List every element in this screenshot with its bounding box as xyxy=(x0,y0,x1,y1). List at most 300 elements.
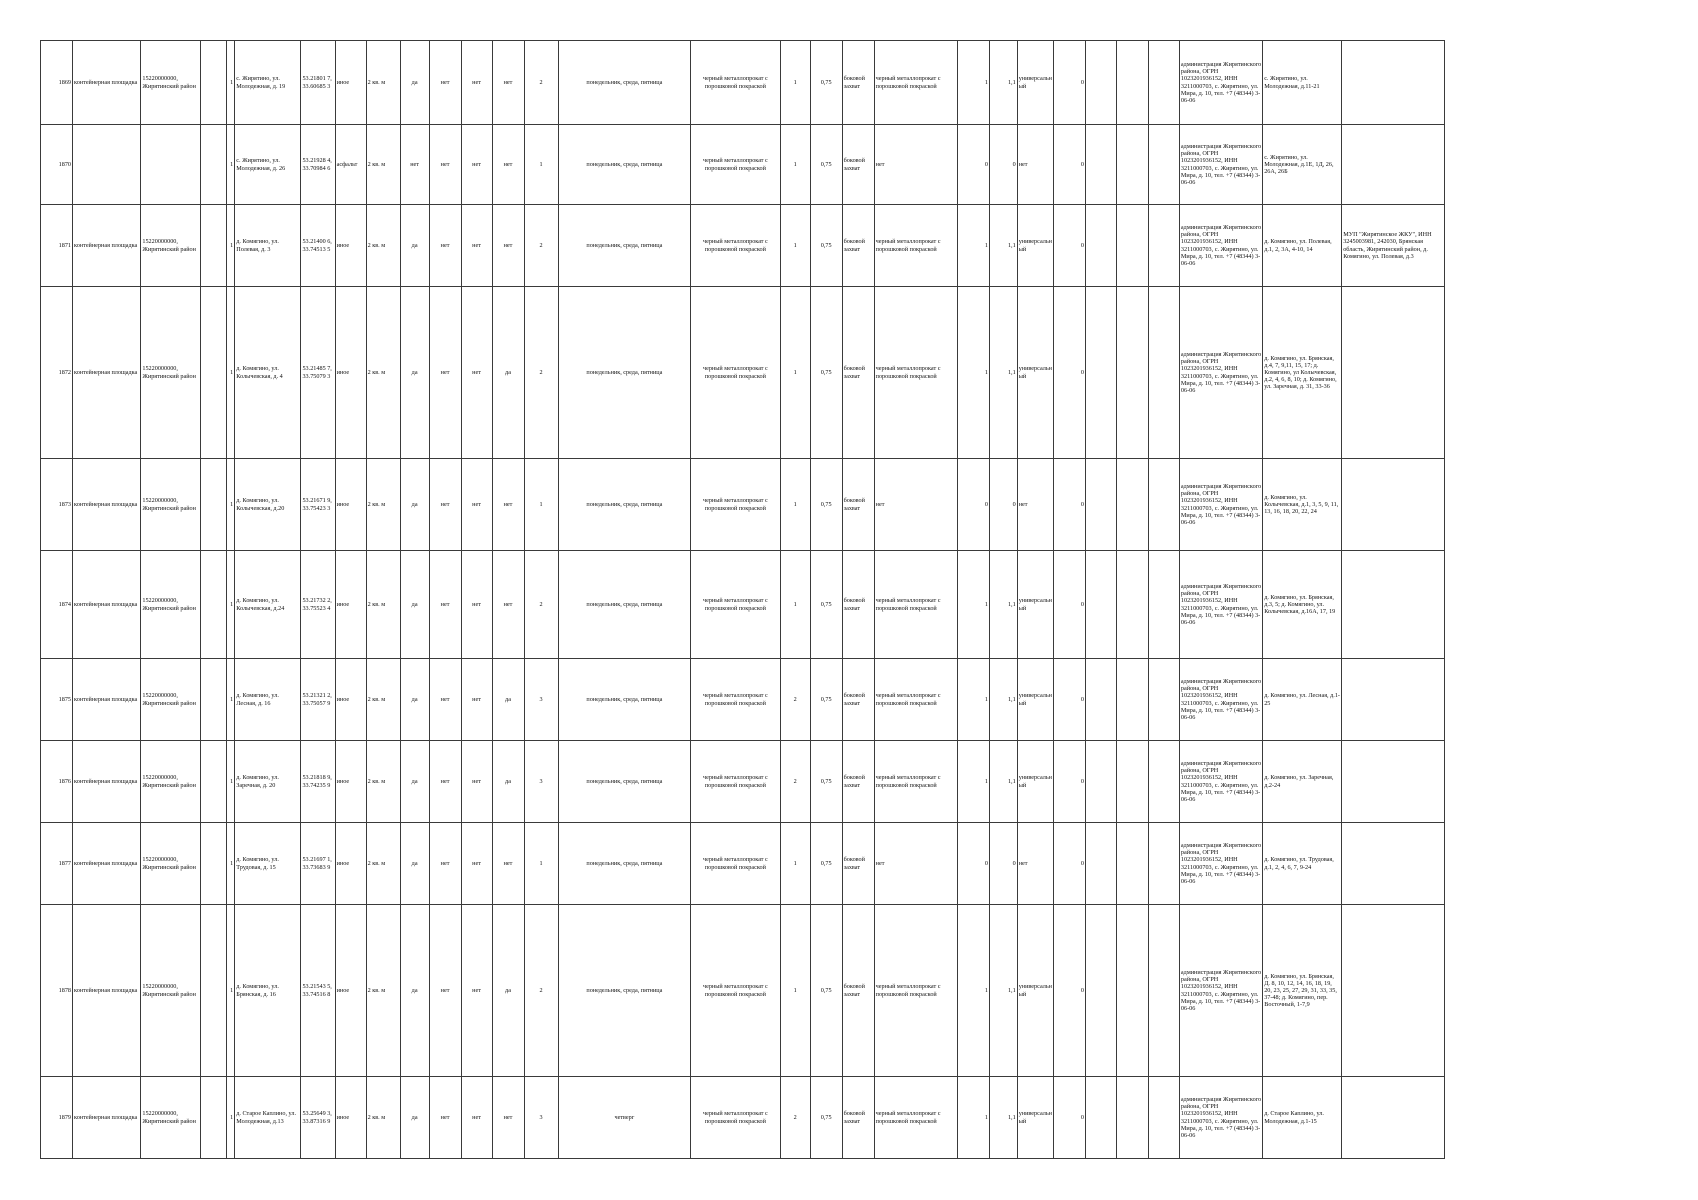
loading-type: боковой захват xyxy=(842,41,874,125)
loading-type: боковой захват xyxy=(842,659,874,741)
bunker-type: универсальный xyxy=(1017,659,1053,741)
container-quantity: 1 xyxy=(780,551,810,659)
count-cell: 1 xyxy=(226,905,235,1077)
row-number: 1870 xyxy=(41,125,73,205)
operator-info xyxy=(1342,1077,1445,1159)
address: с. Жирятино, ул. Молодежная, д. 19 xyxy=(235,41,301,125)
operator-info xyxy=(1342,659,1445,741)
blank-col-b xyxy=(1086,287,1117,459)
oktmo-district: 15220000000, Жирятинский район xyxy=(141,287,201,459)
row-number: 1873 xyxy=(41,459,73,551)
fence: да xyxy=(400,1077,429,1159)
surface-type: асфальт xyxy=(335,125,366,205)
blank-col-b xyxy=(1086,823,1117,905)
bunker-type: универсальный xyxy=(1017,205,1053,287)
bunker-type: универсальный xyxy=(1017,905,1053,1077)
blank-col-a xyxy=(201,125,227,205)
count-cell: 1 xyxy=(226,823,235,905)
count-cell: 1 xyxy=(226,287,235,459)
surface-type: иное xyxy=(335,287,366,459)
owner-info: администрация Жирятинского района, ОГРН 1023201936152, ИНН 3211000703, с. Жирятино, ул. Мира, д. 10, тел. +7 (48344) 3-06-06 xyxy=(1179,287,1262,459)
loading-type: боковой захват xyxy=(842,1077,874,1159)
lighting: нет xyxy=(461,459,492,551)
surface-type: иное xyxy=(335,1077,366,1159)
object-type: контейнерная площадка xyxy=(73,1077,141,1159)
table-row xyxy=(41,205,1445,287)
extra-count: 0 xyxy=(1053,459,1085,551)
area: 2 кв. м xyxy=(366,125,400,205)
coordinates: 53.25649 3, 33.87316 9 xyxy=(301,1077,335,1159)
area: 2 кв. м xyxy=(366,459,400,551)
table-row xyxy=(41,741,1445,823)
loading-type: боковой захват xyxy=(842,823,874,905)
bunker-count: 1 xyxy=(957,551,989,659)
blank-col-c xyxy=(1116,659,1148,741)
blank-col-d xyxy=(1148,741,1179,823)
hardstand: нет xyxy=(492,459,524,551)
blank-col-d xyxy=(1148,125,1179,205)
collection-schedule: четверг xyxy=(558,1077,690,1159)
bunker-volume: 1,1 xyxy=(989,551,1017,659)
object-type: контейнерная площадка xyxy=(73,41,141,125)
container-material: черный металлопрокат с порошковой покраской xyxy=(691,905,781,1077)
bunker-count: 1 xyxy=(957,205,989,287)
blank-col-a xyxy=(201,741,227,823)
bunker-material: нет xyxy=(874,823,957,905)
container-quantity: 2 xyxy=(780,659,810,741)
blank-col-b xyxy=(1086,659,1117,741)
fence: да xyxy=(400,459,429,551)
area: 2 кв. м xyxy=(366,905,400,1077)
address: д. Старое Каплино, ул. Молодежная, д.13 xyxy=(235,1077,301,1159)
object-type: контейнерная площадка xyxy=(73,823,141,905)
roof: нет xyxy=(429,205,461,287)
lighting: нет xyxy=(461,741,492,823)
container-count: 1 xyxy=(524,125,558,205)
bunker-volume: 1,1 xyxy=(989,905,1017,1077)
hardstand: да xyxy=(492,287,524,459)
oktmo-district: 15220000000, Жирятинский район xyxy=(141,551,201,659)
served-addresses: д. Старое Каплино, ул. Молодежная, д.1-15 xyxy=(1263,1077,1342,1159)
oktmo-district: 15220000000, Жирятинский район xyxy=(141,205,201,287)
coordinates: 53.21321 2, 33.75057 9 xyxy=(301,659,335,741)
bunker-count: 1 xyxy=(957,741,989,823)
container-volume: 0,75 xyxy=(810,823,842,905)
blank-col-d xyxy=(1148,823,1179,905)
table-row xyxy=(41,551,1445,659)
register-table xyxy=(40,40,1445,1159)
operator-info xyxy=(1342,823,1445,905)
coordinates: 53.21671 9, 33.75423 3 xyxy=(301,459,335,551)
bunker-count: 0 xyxy=(957,125,989,205)
loading-type: боковой захват xyxy=(842,205,874,287)
table-row xyxy=(41,41,1445,125)
table-row xyxy=(41,823,1445,905)
roof: нет xyxy=(429,287,461,459)
fence: да xyxy=(400,905,429,1077)
lighting: нет xyxy=(461,125,492,205)
blank-col-a xyxy=(201,905,227,1077)
blank-col-a xyxy=(201,41,227,125)
surface-type: иное xyxy=(335,741,366,823)
blank-col-d xyxy=(1148,905,1179,1077)
coordinates: 53.21400 6, 33.74513 5 xyxy=(301,205,335,287)
address: д. Комягино, ул. Полевая, д. 3 xyxy=(235,205,301,287)
fence: нет xyxy=(400,125,429,205)
table-row xyxy=(41,125,1445,205)
owner-info: администрация Жирятинского района, ОГРН 1023201936152, ИНН 3211000703, с. Жирятино, ул. Мира, д. 10, тел. +7 (48344) 3-06-06 xyxy=(1179,659,1262,741)
row-number: 1877 xyxy=(41,823,73,905)
blank-col-d xyxy=(1148,459,1179,551)
roof: нет xyxy=(429,741,461,823)
roof: нет xyxy=(429,459,461,551)
bunker-volume: 1,1 xyxy=(989,205,1017,287)
object-type: контейнерная площадка xyxy=(73,741,141,823)
address: д. Комягино, ул. Трудовая, д. 15 xyxy=(235,823,301,905)
operator-info xyxy=(1342,125,1445,205)
hardstand: да xyxy=(492,659,524,741)
surface-type: иное xyxy=(335,459,366,551)
container-count: 2 xyxy=(524,905,558,1077)
container-material: черный металлопрокат с порошковой покраской xyxy=(691,41,781,125)
owner-info: администрация Жирятинского района, ОГРН 1023201936152, ИНН 3211000703, с. Жирятино, ул. Мира, д. 10, тел. +7 (48344) 3-06-06 xyxy=(1179,459,1262,551)
oktmo-district: 15220000000, Жирятинский район xyxy=(141,459,201,551)
object-type: контейнерная площадка xyxy=(73,459,141,551)
operator-info: МУП "Жирятинское ЖКУ", ИНН 3245003981, 242030, Брянская область, Жирятинский район, д. Комягино, ул. Полевая, д.3 xyxy=(1342,205,1445,287)
container-count: 2 xyxy=(524,551,558,659)
hardstand: нет xyxy=(492,1077,524,1159)
blank-col-a xyxy=(201,205,227,287)
oktmo-district: 15220000000, Жирятинский район xyxy=(141,659,201,741)
surface-type: иное xyxy=(335,41,366,125)
container-material: черный металлопрокат с порошковой покраской xyxy=(691,659,781,741)
blank-col-b xyxy=(1086,41,1117,125)
bunker-volume: 1,1 xyxy=(989,659,1017,741)
operator-info xyxy=(1342,741,1445,823)
container-count: 1 xyxy=(524,459,558,551)
row-number: 1879 xyxy=(41,1077,73,1159)
fence: да xyxy=(400,205,429,287)
address: д. Комягино, ул. Колычевская, д. 4 xyxy=(235,287,301,459)
oktmo-district: 15220000000, Жирятинский район xyxy=(141,823,201,905)
fence: да xyxy=(400,823,429,905)
bunker-count: 1 xyxy=(957,287,989,459)
roof: нет xyxy=(429,823,461,905)
coordinates: 53.21732 2, 33.75523 4 xyxy=(301,551,335,659)
owner-info: администрация Жирятинского района, ОГРН 1023201936152, ИНН 3211000703, с. Жирятино, ул. Мира, д. 10, тел. +7 (48344) 3-06-06 xyxy=(1179,1077,1262,1159)
collection-schedule: понедельник, среда, пятница xyxy=(558,125,690,205)
hardstand: нет xyxy=(492,205,524,287)
blank-col-a xyxy=(201,659,227,741)
collection-schedule: понедельник, среда, пятница xyxy=(558,287,690,459)
extra-count: 0 xyxy=(1053,741,1085,823)
coordinates: 53.21543 5, 33.74516 8 xyxy=(301,905,335,1077)
blank-col-b xyxy=(1086,741,1117,823)
container-material: черный металлопрокат с порошковой покраской xyxy=(691,125,781,205)
loading-type: боковой захват xyxy=(842,741,874,823)
bunker-material: нет xyxy=(874,125,957,205)
area: 2 кв. м xyxy=(366,287,400,459)
coordinates: 53.21801 7, 33.60685 3 xyxy=(301,41,335,125)
extra-count: 0 xyxy=(1053,287,1085,459)
bunker-material: нет xyxy=(874,459,957,551)
bunker-type: универсальный xyxy=(1017,741,1053,823)
count-cell: 1 xyxy=(226,41,235,125)
bunker-type: нет xyxy=(1017,823,1053,905)
hardstand: нет xyxy=(492,551,524,659)
blank-col-c xyxy=(1116,1077,1148,1159)
fence: да xyxy=(400,741,429,823)
object-type: контейнерная площадка xyxy=(73,659,141,741)
container-volume: 0,75 xyxy=(810,741,842,823)
object-type xyxy=(73,125,141,205)
container-count: 3 xyxy=(524,659,558,741)
area: 2 кв. м xyxy=(366,41,400,125)
collection-schedule: понедельник, среда, пятница xyxy=(558,551,690,659)
container-volume: 0,75 xyxy=(810,459,842,551)
container-material: черный металлопрокат с порошковой покраской xyxy=(691,551,781,659)
served-addresses: д. Комягино, ул. Брянская, Д. 8, 10, 12, 14, 16, 18, 19, 20, 23, 25, 27, 29, 31, 33, 35, 37-48; д. Комягино, пер. Восточный, 1-7,9 xyxy=(1263,905,1342,1077)
object-type: контейнерная площадка xyxy=(73,551,141,659)
fence: да xyxy=(400,41,429,125)
loading-type: боковой захват xyxy=(842,551,874,659)
row-number: 1869 xyxy=(41,41,73,125)
blank-col-a xyxy=(201,287,227,459)
count-cell: 1 xyxy=(226,459,235,551)
area: 2 кв. м xyxy=(366,741,400,823)
blank-col-c xyxy=(1116,741,1148,823)
owner-info: администрация Жирятинского района, ОГРН 1023201936152, ИНН 3211000703, с. Жирятино, ул. Мира, д. 10, тел. +7 (48344) 3-06-06 xyxy=(1179,41,1262,125)
collection-schedule: понедельник, среда, пятница xyxy=(558,823,690,905)
oktmo-district xyxy=(141,125,201,205)
blank-col-c xyxy=(1116,41,1148,125)
container-material: черный металлопрокат с порошковой покраской xyxy=(691,205,781,287)
extra-count: 0 xyxy=(1053,659,1085,741)
table-row xyxy=(41,287,1445,459)
blank-col-d xyxy=(1148,1077,1179,1159)
oktmo-district: 15220000000, Жирятинский район xyxy=(141,41,201,125)
hardstand: нет xyxy=(492,125,524,205)
bunker-material: черный металлопрокат с порошковой покраской xyxy=(874,905,957,1077)
bunker-count: 1 xyxy=(957,659,989,741)
lighting: нет xyxy=(461,551,492,659)
blank-col-c xyxy=(1116,905,1148,1077)
lighting: нет xyxy=(461,1077,492,1159)
row-number: 1876 xyxy=(41,741,73,823)
container-count: 3 xyxy=(524,1077,558,1159)
lighting: нет xyxy=(461,41,492,125)
served-addresses: с. Жирятино, ул. Молодежная, д.11-21 xyxy=(1263,41,1342,125)
container-quantity: 1 xyxy=(780,41,810,125)
blank-col-a xyxy=(201,823,227,905)
count-cell: 1 xyxy=(226,205,235,287)
container-volume: 0,75 xyxy=(810,287,842,459)
container-quantity: 1 xyxy=(780,205,810,287)
table-row xyxy=(41,459,1445,551)
operator-info xyxy=(1342,287,1445,459)
fence: да xyxy=(400,551,429,659)
area: 2 кв. м xyxy=(366,659,400,741)
container-quantity: 1 xyxy=(780,459,810,551)
bunker-material: черный металлопрокат с порошковой покраской xyxy=(874,41,957,125)
extra-count: 0 xyxy=(1053,125,1085,205)
container-quantity: 1 xyxy=(780,905,810,1077)
count-cell: 1 xyxy=(226,1077,235,1159)
blank-col-b xyxy=(1086,125,1117,205)
container-material: черный металлопрокат с порошковой покраской xyxy=(691,741,781,823)
bunker-volume: 1,1 xyxy=(989,41,1017,125)
container-volume: 0,75 xyxy=(810,551,842,659)
fence: да xyxy=(400,659,429,741)
fence: да xyxy=(400,287,429,459)
owner-info: администрация Жирятинского района, ОГРН 1023201936152, ИНН 3211000703, с. Жирятино, ул. Мира, д. 10, тел. +7 (48344) 3-06-06 xyxy=(1179,905,1262,1077)
container-volume: 0,75 xyxy=(810,125,842,205)
bunker-material: черный металлопрокат с порошковой покраской xyxy=(874,1077,957,1159)
address: д. Комягино, ул. Заречная, д. 20 xyxy=(235,741,301,823)
table-row xyxy=(41,905,1445,1077)
coordinates: 53.21928 4, 33.70984 6 xyxy=(301,125,335,205)
operator-info xyxy=(1342,41,1445,125)
collection-schedule: понедельник, среда, пятница xyxy=(558,741,690,823)
area: 2 кв. м xyxy=(366,1077,400,1159)
served-addresses: д. Комягино, ул. Брянская, д.3, 5; д. Комягино, ул. Колычевская, д.16А, 17, 19 xyxy=(1263,551,1342,659)
bunker-volume: 0 xyxy=(989,823,1017,905)
blank-col-d xyxy=(1148,287,1179,459)
owner-info: администрация Жирятинского района, ОГРН 1023201936152, ИНН 3211000703, с. Жирятино, ул. Мира, д. 10, тел. +7 (48344) 3-06-06 xyxy=(1179,823,1262,905)
owner-info: администрация Жирятинского района, ОГРН 1023201936152, ИНН 3211000703, с. Жирятино, ул. Мира, д. 10, тел. +7 (48344) 3-06-06 xyxy=(1179,205,1262,287)
container-count: 2 xyxy=(524,205,558,287)
blank-col-d xyxy=(1148,41,1179,125)
operator-info xyxy=(1342,551,1445,659)
blank-col-d xyxy=(1148,551,1179,659)
blank-col-d xyxy=(1148,205,1179,287)
collection-schedule: понедельник, среда, пятница xyxy=(558,905,690,1077)
operator-info xyxy=(1342,459,1445,551)
bunker-material: черный металлопрокат с порошковой покраской xyxy=(874,551,957,659)
owner-info: администрация Жирятинского района, ОГРН 1023201936152, ИНН 3211000703, с. Жирятино, ул. Мира, д. 10, тел. +7 (48344) 3-06-06 xyxy=(1179,551,1262,659)
object-type: контейнерная площадка xyxy=(73,905,141,1077)
row-number: 1872 xyxy=(41,287,73,459)
coordinates: 53.21697 1, 33.73683 9 xyxy=(301,823,335,905)
bunker-material: черный металлопрокат с порошковой покраской xyxy=(874,205,957,287)
bunker-volume: 0 xyxy=(989,459,1017,551)
hardstand: да xyxy=(492,741,524,823)
bunker-type: нет xyxy=(1017,459,1053,551)
loading-type: боковой захват xyxy=(842,459,874,551)
lighting: нет xyxy=(461,823,492,905)
bunker-count: 0 xyxy=(957,459,989,551)
roof: нет xyxy=(429,905,461,1077)
served-addresses: д. Комягино, ул. Колычевская, д.1, 3, 5, 9, 11, 13, 16, 18, 20, 22, 24 xyxy=(1263,459,1342,551)
roof: нет xyxy=(429,1077,461,1159)
container-quantity: 2 xyxy=(780,1077,810,1159)
blank-col-c xyxy=(1116,287,1148,459)
served-addresses: д. Комягино, ул. Трудовая, д.1, 2, 4, 6, 7, 9-24 xyxy=(1263,823,1342,905)
bunker-count: 1 xyxy=(957,905,989,1077)
blank-col-c xyxy=(1116,823,1148,905)
blank-col-a xyxy=(201,459,227,551)
area: 2 кв. м xyxy=(366,205,400,287)
count-cell: 1 xyxy=(226,125,235,205)
bunker-type: универсальный xyxy=(1017,551,1053,659)
container-volume: 0,75 xyxy=(810,1077,842,1159)
bunker-count: 1 xyxy=(957,41,989,125)
extra-count: 0 xyxy=(1053,823,1085,905)
bunker-volume: 0 xyxy=(989,125,1017,205)
hardstand: да xyxy=(492,905,524,1077)
row-number: 1875 xyxy=(41,659,73,741)
address: д. Комягино, ул. Колычевская, д.20 xyxy=(235,459,301,551)
extra-count: 0 xyxy=(1053,41,1085,125)
container-material: черный металлопрокат с порошковой покраской xyxy=(691,287,781,459)
blank-col-c xyxy=(1116,125,1148,205)
extra-count: 0 xyxy=(1053,551,1085,659)
served-addresses: д. Комягино, ул. Заречная, д.2-24 xyxy=(1263,741,1342,823)
blank-col-c xyxy=(1116,205,1148,287)
bunker-type: универсальный xyxy=(1017,41,1053,125)
roof: нет xyxy=(429,41,461,125)
bunker-volume: 1,1 xyxy=(989,287,1017,459)
address: с. Жирятино, ул. Молодежная, д. 26 xyxy=(235,125,301,205)
served-addresses: д. Комягино, ул. Брянская, д.4, 7, 9,11, 15, 17; д. Комягино, ул Колычевская, д.2, 4, 6, 8, 10; д. Комягино, ул. Заречная, д. 31, 33-36 xyxy=(1263,287,1342,459)
container-count: 2 xyxy=(524,287,558,459)
object-type: контейнерная площадка xyxy=(73,205,141,287)
surface-type: иное xyxy=(335,905,366,1077)
table-row xyxy=(41,659,1445,741)
blank-col-c xyxy=(1116,459,1148,551)
container-volume: 0,75 xyxy=(810,905,842,1077)
count-cell: 1 xyxy=(226,741,235,823)
served-addresses: д. Комягино, ул. Полевая, д.1, 2, 3А, 4-10, 14 xyxy=(1263,205,1342,287)
loading-type: боковой захват xyxy=(842,287,874,459)
count-cell: 1 xyxy=(226,659,235,741)
surface-type: иное xyxy=(335,659,366,741)
lighting: нет xyxy=(461,287,492,459)
container-quantity: 1 xyxy=(780,287,810,459)
served-addresses: д. Комягино, ул. Лесная, д.1-25 xyxy=(1263,659,1342,741)
address: д. Комягино, ул. Колычевская, д.24 xyxy=(235,551,301,659)
blank-col-a xyxy=(201,1077,227,1159)
blank-col-b xyxy=(1086,905,1117,1077)
bunker-count: 1 xyxy=(957,1077,989,1159)
surface-type: иное xyxy=(335,823,366,905)
address: д. Комягино, ул. Брянская, д. 16 xyxy=(235,905,301,1077)
oktmo-district: 15220000000, Жирятинский район xyxy=(141,741,201,823)
container-count: 3 xyxy=(524,741,558,823)
blank-col-d xyxy=(1148,659,1179,741)
container-volume: 0,75 xyxy=(810,41,842,125)
collection-schedule: понедельник, среда, пятница xyxy=(558,459,690,551)
bunker-volume: 1,1 xyxy=(989,1077,1017,1159)
container-quantity: 1 xyxy=(780,125,810,205)
row-number: 1874 xyxy=(41,551,73,659)
lighting: нет xyxy=(461,659,492,741)
bunker-type: нет xyxy=(1017,125,1053,205)
bunker-type: универсальный xyxy=(1017,287,1053,459)
lighting: нет xyxy=(461,905,492,1077)
container-quantity: 1 xyxy=(780,823,810,905)
oktmo-district: 15220000000, Жирятинский район xyxy=(141,1077,201,1159)
hardstand: нет xyxy=(492,823,524,905)
extra-count: 0 xyxy=(1053,205,1085,287)
collection-schedule: понедельник, среда, пятница xyxy=(558,659,690,741)
collection-schedule: понедельник, среда, пятница xyxy=(558,205,690,287)
bunker-material: черный металлопрокат с порошковой покраской xyxy=(874,741,957,823)
surface-type: иное xyxy=(335,205,366,287)
blank-col-b xyxy=(1086,551,1117,659)
container-volume: 0,75 xyxy=(810,205,842,287)
surface-type: иное xyxy=(335,551,366,659)
